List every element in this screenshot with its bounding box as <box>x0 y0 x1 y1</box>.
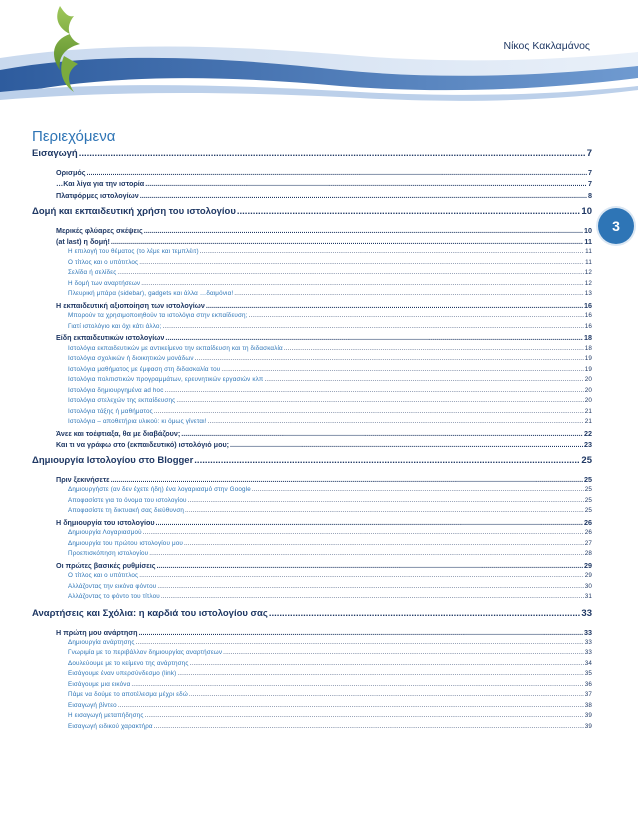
toc-entry-title: Δημιουργία ανάρτησης <box>68 638 135 646</box>
toc-entry-page: 20 <box>584 397 592 405</box>
toc-entry-level-2[interactable] <box>32 439 592 450</box>
dot-leader <box>189 690 584 701</box>
toc-entry-level-3[interactable] <box>32 659 592 670</box>
toc-entry-page: 10 <box>584 225 592 235</box>
toc-entry-title: Δημιουργήστε (αν δεν έχετε ήδη) ένα λογαριασμό στην Google <box>68 486 251 494</box>
toc-entry-title: Εισάγουμε μια εικόνα <box>68 680 131 688</box>
dot-leader <box>264 375 583 386</box>
toc-entry-level-1[interactable] <box>32 204 592 219</box>
toc-entry-level-3[interactable] <box>32 582 592 593</box>
dot-leader <box>223 648 584 659</box>
toc-entry-page: 11 <box>585 258 592 266</box>
toc-entry-title: Πριν ξεκινήσετε <box>56 475 110 485</box>
dot-leader <box>206 300 583 311</box>
dot-leader <box>149 549 583 560</box>
dot-leader <box>154 722 584 733</box>
dot-leader <box>139 627 583 638</box>
toc-entry-title: Αναρτήσεις και Σχόλια: η καρδιά του ιστολογίου σας <box>32 607 268 619</box>
toc-entry-level-2[interactable] <box>32 627 592 638</box>
toc-entry-level-3[interactable] <box>32 571 592 582</box>
toc-entry-level-2[interactable] <box>32 332 592 343</box>
toc-entry-page: 25 <box>584 486 592 494</box>
toc-entry-level-3[interactable] <box>32 322 592 333</box>
dot-leader <box>141 279 583 290</box>
dot-leader <box>139 571 583 582</box>
toc-entry-level-3[interactable] <box>32 386 592 397</box>
toc-entry-title: Η δομή των αναρτήσεων <box>68 279 141 287</box>
toc-entry-page: 12 <box>584 269 592 277</box>
toc-entry-title: (at last) η δομή! <box>56 237 110 247</box>
toc-entry-title: Αποφασίστε τη δικτυακή σας διεύθυνση <box>68 507 185 515</box>
toc-entry-title: Δουλεύουμε με το κείμενο της ανάρτησης <box>68 659 189 667</box>
toc-entry-page: 33 <box>581 607 592 619</box>
toc-entry-level-3[interactable] <box>32 722 592 733</box>
dot-leader <box>208 417 584 428</box>
toc-entry-title: Εισαγωγή ειδικού χαρακτήρα <box>68 722 153 730</box>
dot-leader <box>145 178 587 189</box>
dot-leader <box>249 311 584 322</box>
dot-leader <box>185 506 584 517</box>
toc-entry-level-3[interactable] <box>32 311 592 322</box>
toc-entry-title: Προεπισκόπηση ιστολογίου <box>68 550 149 558</box>
toc-entry-level-2[interactable] <box>32 560 592 571</box>
toc-entry-page: 30 <box>584 582 592 590</box>
toc-entry-level-1[interactable] <box>32 606 592 621</box>
toc-entry-level-3[interactable] <box>32 701 592 712</box>
toc-entry-level-3[interactable] <box>32 417 592 428</box>
dot-leader <box>140 190 587 201</box>
toc-entry-page: 38 <box>584 701 592 709</box>
toc-entry-level-2[interactable] <box>32 167 592 178</box>
dot-leader <box>284 344 584 355</box>
header-decoration <box>0 0 638 115</box>
toc-entry-page: 19 <box>584 355 592 363</box>
toc-entry-title: Είδη εκπαιδευτικών ιστολογίων <box>56 333 165 343</box>
toc-entry-page: 36 <box>584 680 592 688</box>
toc-entry-level-3[interactable] <box>32 354 592 365</box>
dot-leader <box>269 606 581 621</box>
toc-entry-title: Οι πρώτες βασικές ρυθμίσεις <box>56 560 156 570</box>
toc-entry-level-2[interactable] <box>32 517 592 528</box>
toc-entry-title: Σελίδα ή σελίδες <box>68 269 117 277</box>
toc-entry-level-3[interactable] <box>32 268 592 279</box>
toc-entry-page: 18 <box>584 344 592 352</box>
toc-entry-page: 10 <box>581 205 592 217</box>
toc-entry-title: Ο τίτλος και ο υπότιτλος <box>68 572 139 580</box>
toc-entry-page: 23 <box>584 439 592 449</box>
dot-leader <box>184 539 584 550</box>
toc-entry-title: Δομή και εκπαιδευτική χρήση του ιστολογίου <box>32 205 236 217</box>
toc-entry-level-3[interactable] <box>32 375 592 386</box>
toc-entry-level-3[interactable] <box>32 258 592 269</box>
toc-entry-page: 19 <box>584 365 592 373</box>
toc-entry-page: 16 <box>584 322 592 330</box>
toc-entry-page: 21 <box>584 418 592 426</box>
toc-entry-page: 39 <box>584 712 592 720</box>
toc-entry-title: Ιστολόγια δημιουργημένα ad hoc <box>68 386 164 394</box>
toc-entry-level-3[interactable] <box>32 396 592 407</box>
toc-entry-page: 28 <box>584 550 592 558</box>
toc-entry-title: Εισάγουμε έναν υπερσύνδεσμο (link) <box>68 670 177 678</box>
toc-entry-page: 11 <box>584 237 592 247</box>
toc-entry-page: 11 <box>585 248 592 256</box>
page-number-badge: 3 <box>598 208 634 244</box>
dot-leader <box>143 528 584 539</box>
toc-entry-level-3[interactable] <box>32 344 592 355</box>
dot-leader <box>194 453 580 468</box>
toc-entry-title: Ιστολόγια πολιτιστικών προγραμμάτων, ερευνητικών εργασιών κλπ <box>68 376 264 384</box>
toc-entry-level-3[interactable] <box>32 506 592 517</box>
toc-entry-title: Ο τίτλος και ο υπότιτλος <box>68 258 139 266</box>
dot-leader <box>79 146 586 161</box>
toc-entry-title: Γιατί ιστολόγιο και όχι κάτι άλλο; <box>68 322 162 330</box>
toc-entry-level-3[interactable] <box>32 247 592 258</box>
toc-entry-title: Αποφασίστε για το όνομα του ιστολογίου <box>68 496 187 504</box>
dot-leader <box>156 517 583 528</box>
toc-entry-level-3[interactable] <box>32 365 592 376</box>
dot-leader <box>118 701 584 712</box>
dot-leader <box>136 638 584 649</box>
toc-entry-level-2[interactable] <box>32 428 592 439</box>
toc-entry-title: Γνωριμία με το περιβάλλον δημιουργίας αναρτήσεων <box>68 649 223 657</box>
toc-entry-title: Άνεε και τοέφτιαξα, θα με διαβάζουν; <box>56 428 181 438</box>
toc-entry-page: 12 <box>584 279 592 287</box>
dot-leader <box>252 485 584 496</box>
toc-entry-page: 29 <box>584 572 592 580</box>
toc-entry-page: 7 <box>588 179 592 189</box>
dot-leader <box>177 669 583 680</box>
toc-entry-title: Μερικές φλύαρες σκέψεις <box>56 225 143 235</box>
toc-entry-page: 21 <box>584 407 592 415</box>
toc-entry-title: Η πρώτη μου ανάρτηση <box>56 627 138 637</box>
toc-entry-level-2[interactable] <box>32 190 592 201</box>
dot-leader <box>221 365 583 376</box>
toc-entry-page: 13 <box>584 290 592 298</box>
toc-entry-title: Εισαγωγή βίντεο <box>68 701 117 709</box>
toc-entry-title: Μπορούν τα χρησιμοποιηθούν τα ιστολόγια στην εκπαίδευση; <box>68 312 248 320</box>
toc-title: Περιεχόμενα <box>32 128 116 145</box>
toc-entry-title: Ιστολόγια εκπαιδευτικών με αντικείμενο την εκπαίδευση και τη διδασκαλία <box>68 344 283 352</box>
dot-leader <box>111 474 583 485</box>
toc-entry-page: 26 <box>584 529 592 537</box>
toc-entry-title: Ιστολόγια μαθήματος με έμφαση στη διδασκαλία του <box>68 365 221 373</box>
toc-entry-title: Δημιουργία Ιστολογίου στο Blogger <box>32 455 194 467</box>
toc-entry-page: 7 <box>586 148 592 159</box>
toc-entry-level-3[interactable] <box>32 638 592 649</box>
toc-entry-title: …Και λίγα για την ιστορία <box>56 179 145 189</box>
dot-leader <box>156 560 583 571</box>
toc-entry-title: Και τι να γράφω στο (εκπαιδευτικό) ιστολόγιό μου; <box>56 439 230 449</box>
toc-entry-level-2[interactable] <box>32 474 592 485</box>
toc-entry-level-1[interactable] <box>32 453 592 468</box>
dot-leader <box>176 396 583 407</box>
dot-leader <box>139 258 584 269</box>
toc-entry-level-3[interactable] <box>32 407 592 418</box>
toc-entry-title: Αλλάζοντας το φόντο του τίτλου <box>68 593 160 601</box>
toc-entry-title: Η εκπαιδευτική αξιοποίηση των ιστολογίων <box>56 300 205 310</box>
dot-leader <box>145 711 584 722</box>
toc-entry-page: 34 <box>584 659 592 667</box>
toc-entry-page: 39 <box>584 722 592 730</box>
toc-entry-page: 25 <box>581 455 592 467</box>
toc-entry-page: 33 <box>584 649 592 657</box>
toc-entry-title: Ιστολόγια σχολικών ή διοικητικών μονάδων <box>68 355 194 363</box>
table-of-contents <box>32 146 592 732</box>
toc-entry-title: Η εισαγωγή μεταπήδησης <box>68 712 144 720</box>
toc-entry-level-3[interactable] <box>32 528 592 539</box>
toc-entry-page: 20 <box>584 376 592 384</box>
toc-entry-level-3[interactable] <box>32 496 592 507</box>
dot-leader <box>144 225 583 236</box>
toc-entry-page: 25 <box>584 475 592 485</box>
toc-entry-level-3[interactable] <box>32 279 592 290</box>
toc-entry-level-2[interactable] <box>32 300 592 311</box>
toc-entry-page: 7 <box>588 168 592 177</box>
dot-leader <box>195 354 584 365</box>
toc-entry-title: Πλευρική μπάρα (sidebar), gadgets και άλλα …δαιμόνια! <box>68 290 234 298</box>
toc-entry-page: 33 <box>584 638 592 646</box>
dot-leader <box>162 322 583 333</box>
toc-entry-level-3[interactable] <box>32 648 592 659</box>
toc-entry-page: 18 <box>584 333 592 343</box>
toc-entry-level-2[interactable] <box>32 225 592 236</box>
toc-entry-level-3[interactable] <box>32 539 592 550</box>
toc-entry-level-3[interactable] <box>32 680 592 691</box>
toc-entry-level-2[interactable] <box>32 236 592 247</box>
dot-leader <box>181 428 583 439</box>
toc-entry-page: 25 <box>584 496 592 504</box>
toc-entry-page: 29 <box>584 560 592 570</box>
toc-entry-level-1[interactable] <box>32 146 592 161</box>
toc-entry-page: 20 <box>584 386 592 394</box>
toc-entry-level-3[interactable] <box>32 592 592 603</box>
toc-entry-title: Η επιλογή του θέματος (το λέμε και τεμπλέιτ) <box>68 248 199 256</box>
toc-entry-title: Ιστολόγια – αποθετήρια υλικού: κι όμως γίνεται! <box>68 418 207 426</box>
toc-entry-level-3[interactable] <box>32 690 592 701</box>
dot-leader <box>234 289 583 300</box>
toc-entry-page: 35 <box>584 670 592 678</box>
dot-leader <box>131 680 583 691</box>
toc-entry-page: 16 <box>584 300 592 310</box>
toc-entry-level-3[interactable] <box>32 289 592 300</box>
toc-entry-page: 16 <box>584 312 592 320</box>
toc-entry-title: Δημιουργία του πρώτου ιστολογίου μου <box>68 539 183 547</box>
toc-entry-page: 22 <box>584 428 592 438</box>
dot-leader <box>188 496 584 507</box>
toc-entry-title: Ιστολόγια στελεχών της εκπαίδευσης <box>68 397 176 405</box>
toc-entry-title: Δημιουργία Λογαριασμού <box>68 529 142 537</box>
toc-entry-title: Αλλάζοντας την εικόνα φόντου <box>68 582 157 590</box>
toc-entry-title: Πλατφόρμες ιστολογίων <box>56 190 139 200</box>
toc-entry-title: Ιστολόγια τάξης ή μαθήματος <box>68 407 153 415</box>
toc-entry-level-3[interactable] <box>32 549 592 560</box>
toc-entry-level-2[interactable] <box>32 178 592 189</box>
toc-entry-level-3[interactable] <box>32 669 592 680</box>
toc-entry-page: 27 <box>584 539 592 547</box>
dot-leader <box>117 268 583 279</box>
toc-entry-page: 8 <box>588 190 592 200</box>
toc-entry-title: Η δημιουργία του ιστολογίου <box>56 517 155 527</box>
dot-leader <box>190 659 584 670</box>
toc-entry-title: Πάμε να δούμε το αποτέλεσμα μέχρι εδώ <box>68 691 188 699</box>
toc-entry-page: 26 <box>584 517 592 527</box>
dot-leader <box>165 332 583 343</box>
toc-entry-title: Εισαγωγή <box>32 148 78 159</box>
dot-leader <box>230 439 583 450</box>
toc-entry-title: Ορισμός <box>56 168 86 177</box>
dot-leader <box>161 592 584 603</box>
dot-leader <box>200 247 584 258</box>
dot-leader <box>111 236 584 247</box>
toc-entry-level-3[interactable] <box>32 485 592 496</box>
toc-entry-page: 31 <box>584 593 592 601</box>
dot-leader <box>86 167 587 178</box>
toc-entry-page: 25 <box>584 507 592 515</box>
dot-leader <box>237 204 581 219</box>
author-name: Νίκος Κακλαμάνος <box>503 40 590 52</box>
dot-leader <box>154 407 584 418</box>
toc-entry-page: 33 <box>584 627 592 637</box>
dot-leader <box>157 582 583 593</box>
dot-leader <box>165 386 584 397</box>
toc-entry-level-3[interactable] <box>32 711 592 722</box>
toc-entry-page: 37 <box>584 691 592 699</box>
